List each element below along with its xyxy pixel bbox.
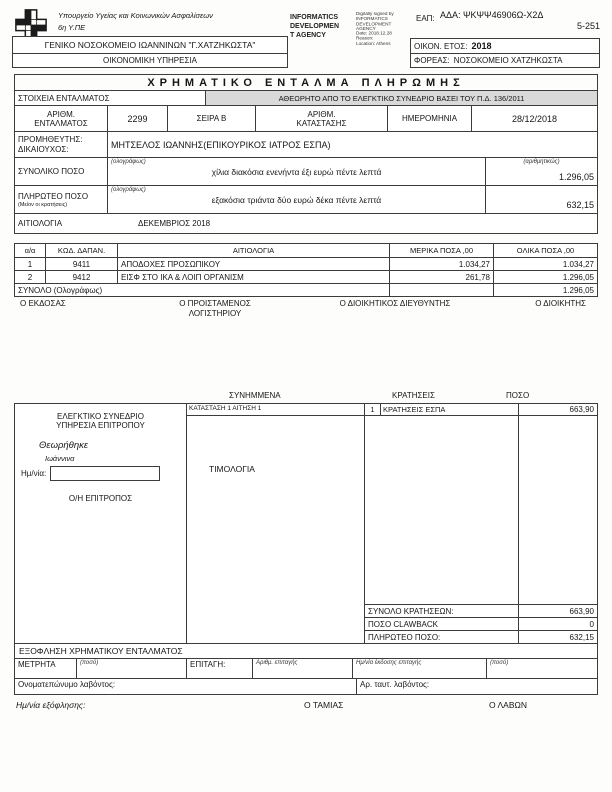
warrant-section-row bbox=[15, 91, 597, 105]
col-reason-header: ΑΙΤΙΟΛΟΓΙΑ bbox=[117, 244, 389, 257]
total-amount-label: ΣΥΝΟΛΙΚΟ ΠΟΣΟ bbox=[18, 167, 85, 176]
audit-date-label: Ημ/νία: bbox=[21, 469, 47, 478]
settlement-date-label: Ημ/νία εξόφλησης: bbox=[16, 700, 86, 710]
ada-code-line2: 5-251 bbox=[576, 21, 600, 31]
total-amount-row bbox=[15, 157, 597, 185]
row-partial: 261,78 bbox=[389, 271, 493, 283]
supplier-label: ΠΡΟΜΗΘΕΥΤΗΣ: bbox=[18, 135, 83, 144]
attachments-panel bbox=[187, 404, 365, 643]
admin-director-signature-label: Ο ΔΙΟΙΚΗΤΙΚΟΣ ΔΙΕΥΘΥΝΤΗΣ bbox=[339, 299, 451, 308]
series-label: ΣΕΙΡΑ Β bbox=[167, 106, 255, 131]
payable-label: ΠΛΗΡΩΤΕΟ ΠΟΣΟ bbox=[18, 191, 89, 201]
settlement-box bbox=[14, 643, 598, 695]
audit-court-line1: ΕΛΕΓΚΤΙΚΟ ΣΥΝΕΔΡΙΟ bbox=[57, 412, 144, 421]
row-index: 1 bbox=[27, 259, 33, 269]
amount-column-divider bbox=[518, 404, 519, 643]
expense-row bbox=[15, 257, 597, 270]
recipient-row bbox=[15, 678, 597, 694]
deduction-amount: 663,90 bbox=[569, 405, 594, 414]
deduction-index: 1 bbox=[365, 404, 381, 415]
col-partial-header: ΜΕΡΙΚΑ ΠΟΣΑ ,00 bbox=[389, 244, 493, 257]
digital-signature-stamp bbox=[290, 14, 354, 40]
deductions-label: ΚΡΑΤΗΣΕΙΣ bbox=[392, 391, 435, 400]
deduction-row bbox=[365, 404, 597, 416]
date-label: ΗΜΕΡΟΜΗΝΙΑ bbox=[387, 106, 471, 131]
fiscal-year-box bbox=[410, 38, 600, 68]
audit-date-row bbox=[21, 466, 160, 481]
reason-spacer bbox=[107, 214, 135, 233]
beneficiary-row bbox=[15, 131, 597, 157]
recipient-name-label: Ονοματεπώνυμο λαβόντος: bbox=[15, 679, 357, 694]
stamp-agency-line2: DEVELOPMEN bbox=[290, 22, 340, 30]
stamp-detail-line: Digitally signed by bbox=[356, 12, 394, 17]
final-signatures-row bbox=[14, 700, 598, 714]
expense-header-row bbox=[15, 244, 597, 257]
accounting-head-signature-label: Ο ΠΡΟΙΣΤΑΜΕΝΟΣ ΛΟΓΙΣΤΗΡΙΟΥ bbox=[179, 299, 251, 318]
total-amount-value-cell bbox=[485, 158, 597, 185]
signature-titles-row bbox=[14, 299, 598, 325]
commissioner-label: Ο/Η ΕΠΙΤΡΟΠΟΣ bbox=[68, 494, 133, 503]
document-title: ΧΡΗΜΑΤΙΚΟ ΕΝΤΑΛΜΑ ΠΛΗΡΩΜΗΣ bbox=[14, 74, 598, 91]
warrant-number-row bbox=[15, 105, 597, 131]
payable-value-cell bbox=[485, 186, 597, 213]
reason-value: ΔΕΚΕΜΒΡΙΟΣ 2018 bbox=[138, 219, 211, 228]
warrant-number-label: ΑΡΙΘΜ. ΕΝΤΑΛΜΑΤΟΣ bbox=[34, 109, 88, 128]
issuer-signature-label: Ο ΕΚΔΟΣΑΣ bbox=[20, 299, 66, 308]
col-index-header: α/α bbox=[24, 246, 36, 255]
payable-value: 632,15 bbox=[566, 200, 594, 210]
stamp-detail-line: Date: 2018.12.28 bbox=[356, 31, 392, 37]
clawback-value: 0 bbox=[589, 619, 594, 629]
deductions-sum-row bbox=[365, 604, 597, 617]
ministry-line1: Υπουργείο Υγείας και Κοινωνικών Ασφαλίσεων bbox=[58, 11, 213, 20]
receiver-label: Ο ΛΑΒΩΝ bbox=[489, 700, 528, 710]
cash-amount-hint: (ποσό) bbox=[77, 659, 187, 678]
row-code: 9412 bbox=[45, 271, 117, 283]
deductions-panel bbox=[365, 404, 597, 643]
entity-label: ΦΟΡΕΑΣ: bbox=[414, 56, 450, 65]
expense-row bbox=[15, 270, 597, 283]
stamp-agency-line1: INFORMATICS bbox=[290, 14, 339, 21]
net-payable-value: 632,15 bbox=[569, 632, 594, 642]
reason-row bbox=[15, 213, 597, 233]
clawback-label: ΠΟΣΟ CLAWBACK bbox=[368, 619, 438, 629]
col-total-header: ΟΛΙΚΑ ΠΟΣΑ ,00 bbox=[493, 244, 597, 257]
beneficiary-value: ΜΗΤΣΕΛΟΣ ΙΩΑΝΝΗΣ(ΕΠΙΚΟΥΡΙΚΟΣ ΙΑΤΡΟΣ ΕΣΠΑ) bbox=[107, 132, 597, 157]
row-total: 1.296,05 bbox=[493, 271, 597, 283]
payable-words-cell bbox=[107, 186, 485, 213]
reason-label: ΑΙΤΙΟΛΟΓΙΑ bbox=[18, 219, 63, 228]
deduction-description: ΚΡΑΤΗΣΕΙΣ ΕΣΠΑ bbox=[383, 405, 446, 414]
attachments-header: ΚΑΤΑΣΤΑΣΗ 1 ΑΙΤΗΣΗ 1 bbox=[187, 404, 364, 416]
cheque-number-hint: Αριθμ. επιταγής bbox=[253, 659, 353, 678]
settlement-method-row bbox=[15, 659, 597, 678]
clawback-row bbox=[365, 617, 597, 630]
payable-words: εξακόσια τριάντα δύο ευρώ δέκα πέντε λεπτά bbox=[211, 194, 382, 205]
fiscal-year-value: 2018 bbox=[471, 41, 492, 51]
eap-label: ΕΑΠ: bbox=[416, 14, 435, 23]
total-amount-words: χίλια διακόσια ενενήντα έξι ευρώ πέντε λεπτά bbox=[211, 166, 382, 177]
cheque-amount-hint: (ποσό) bbox=[490, 660, 509, 666]
expense-sum-row bbox=[15, 283, 597, 296]
in-figures-hint: (αριθμητικώς) bbox=[523, 159, 560, 165]
untheorized-note: ΑΘΕΩΡΗΤΟ ΑΠΟ ΤΟ ΕΛΕΓΚΤΙΚΟ ΣΥΝΕΔΡΙΟ ΒΑΣΕΙ ΤΟΥ Π.Δ. 136/2011 bbox=[205, 91, 597, 105]
warrant-number-value: 2299 bbox=[107, 106, 167, 131]
row-index: 2 bbox=[27, 272, 33, 282]
fiscal-year-row bbox=[411, 39, 599, 53]
audit-city: Ιωάννινα bbox=[45, 454, 75, 463]
stamp-detail-line: Location: Athens bbox=[356, 41, 391, 47]
ada-code-line1: ΑΔΑ: ΨΚΨΨ46906Ω-Χ2Δ bbox=[440, 10, 544, 20]
attachments-label: ΣΥΝΗΜΜΕΝΑ bbox=[229, 391, 281, 400]
warrant-details-table bbox=[14, 90, 598, 234]
settlement-title: ΕΞΟΦΛΗΣΗ ΧΡΗΜΑΤΙΚΟΥ ΕΝΤΑΛΜΑΤΟΣ bbox=[15, 644, 597, 659]
expense-sum-label: ΣΥΝΟΛΟ (Ολογράφως) bbox=[18, 285, 103, 295]
date-value: 28/12/2018 bbox=[471, 106, 597, 131]
digital-signature-details bbox=[356, 12, 411, 46]
supplier-beneficiary-labels bbox=[15, 132, 107, 157]
entity-value: ΝΟΣΟΚΟΜΕΙΟ ΧΑΤΖΗΚΩΣΤΑ bbox=[453, 56, 563, 65]
total-amount-words-cell bbox=[107, 158, 485, 185]
cash-label: ΜΕΤΡΗΤΑ bbox=[15, 659, 77, 678]
ministry-line2: 6η Υ.ΠΕ bbox=[58, 23, 86, 32]
stamp-detail-line: DEVELOPMENT AGENCY bbox=[356, 21, 392, 32]
expense-sum-partial-empty bbox=[389, 284, 493, 296]
row-partial: 1.034,27 bbox=[389, 258, 493, 270]
attachments-deductions-box bbox=[14, 403, 598, 644]
audit-court-line2: ΥΠΗΡΕΣΙΑ ΕΠΙΤΡΟΠΟΥ bbox=[56, 421, 145, 430]
warrant-section-label: ΣΤΟΙΧΕΙΑ ΕΝΤΑΛΜΑΤΟΣ bbox=[18, 93, 110, 103]
cheque-date-hint: Ημ/νία έκδοσης επιταγής bbox=[353, 659, 487, 678]
expense-items-table bbox=[14, 243, 598, 297]
payable-sublabel: (Μείον οι κρατήσεις) bbox=[18, 201, 68, 208]
total-amount-value: 1.296,05 bbox=[558, 172, 594, 182]
recipient-id-label: Αρ. ταυτ. λαβόντος: bbox=[360, 680, 430, 689]
row-reason: ΑΠΟΔΟΧΕΣ ΠΡΟΣΩΠΙΚΟΥ bbox=[117, 258, 389, 270]
audit-court-panel bbox=[15, 404, 187, 643]
row-reason: ΕΙΣΦ ΣΤΟ ΙΚΑ & ΛΟΙΠ ΟΡΓΑΝΙΣΜ bbox=[117, 271, 389, 283]
in-words-hint: (ολογράφως) bbox=[111, 159, 146, 165]
audit-date-field-box bbox=[50, 466, 160, 481]
governor-signature-label: Ο ΔΙΟΙΚΗΤΗΣ bbox=[535, 299, 586, 308]
stamp-detail-line: INFORMATICS bbox=[356, 16, 388, 22]
cashier-label: Ο ΤΑΜΙΑΣ bbox=[304, 700, 344, 710]
net-payable-row bbox=[365, 630, 597, 643]
stamp-detail-line: Reason: bbox=[356, 36, 374, 42]
approved-stamp-text: Θεωρήθηκε bbox=[39, 440, 89, 451]
row-code: 9411 bbox=[45, 258, 117, 270]
amount-label: ΠΟΣΟ bbox=[506, 391, 530, 400]
cheque-label: ΕΠΙΤΑΓΗ: bbox=[187, 659, 253, 678]
col-code-header: ΚΩΔ. ΔΑΠΑΝ. bbox=[45, 244, 117, 257]
row-total: 1.034,27 bbox=[493, 258, 597, 270]
attachments-body: ΤΙΜΟΛΟΓΙΑ bbox=[209, 464, 255, 474]
ministry-lines bbox=[58, 10, 213, 34]
in-words-hint: (ολογράφως) bbox=[111, 187, 146, 193]
department-name: ΟΙΚΟΝΟΜΙΚΗ ΥΠΗΡΕΣΙΑ bbox=[13, 53, 287, 67]
document-header bbox=[12, 8, 600, 74]
stamp-agency-line3: T AGENCY bbox=[290, 31, 326, 39]
entity-row bbox=[411, 53, 599, 67]
hospital-name: ΓΕΝΙΚΟ ΝΟΣΟΚΟΜΕΙΟ ΙΩΑΝΝΙΝΩΝ "Γ.ΧΑΤΖΗΚΩΣΤΑ" bbox=[44, 40, 256, 50]
expense-sum-value: 1.296,05 bbox=[493, 284, 597, 296]
deductions-sum-value: 663,90 bbox=[569, 606, 594, 616]
fiscal-year-label: ΟΙΚΟΝ. ΕΤΟΣ: bbox=[414, 42, 468, 51]
hospital-box bbox=[12, 36, 288, 68]
net-payable-label: ΠΛΗΡΩΤΕΟ ΠΟΣΟ: bbox=[368, 632, 441, 642]
payable-amount-row bbox=[15, 185, 597, 213]
deductions-sum-label: ΣΥΝΟΛΟ ΚΡΑΤΗΣΕΩΝ: bbox=[368, 606, 454, 616]
payable-label-cell bbox=[15, 186, 107, 213]
lower-section-labels bbox=[14, 391, 598, 402]
deductions-empty-space bbox=[365, 416, 597, 604]
beneficiary-label: ΔΙΚΑΙΟΥΧΟΣ: bbox=[18, 145, 69, 154]
statement-number-label: ΑΡΙΘΜ. ΚΑΤΑΣΤΑΣΗΣ bbox=[255, 106, 387, 131]
